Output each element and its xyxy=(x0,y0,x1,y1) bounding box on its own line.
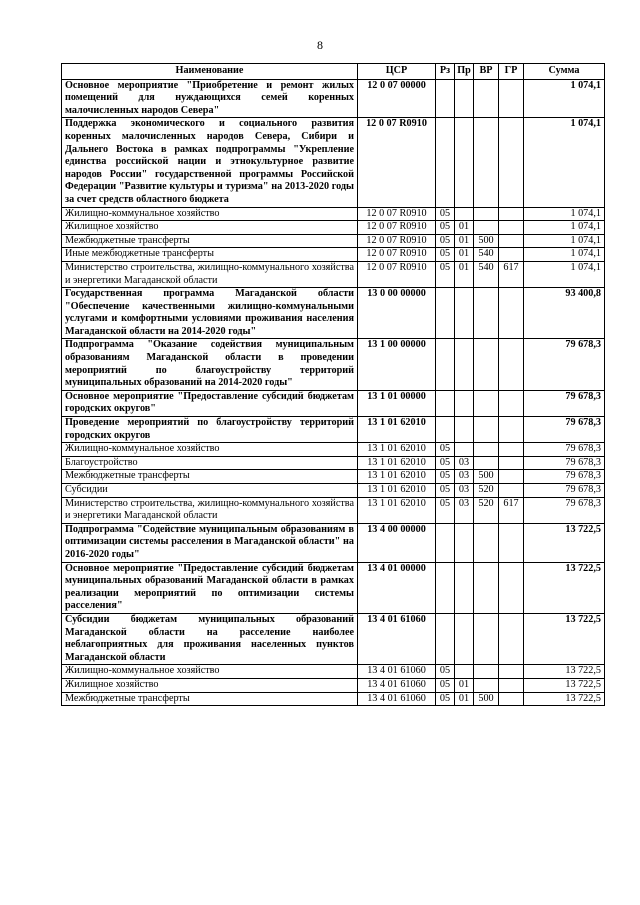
cell-rz: 05 xyxy=(436,665,455,679)
cell-name: Благоустройство xyxy=(62,456,358,470)
cell-gr: 617 xyxy=(499,497,524,523)
cell-rz xyxy=(436,390,455,416)
page-number: 8 xyxy=(317,38,323,52)
cell-csr: 13 1 01 62010 xyxy=(358,470,436,484)
cell-sum: 79 678,3 xyxy=(524,417,605,443)
cell-rz: 05 xyxy=(436,207,455,221)
cell-csr: 13 4 00 00000 xyxy=(358,523,436,562)
cell-pr: 03 xyxy=(455,456,474,470)
cell-gr xyxy=(499,523,524,562)
cell-csr: 13 1 01 00000 xyxy=(358,390,436,416)
cell-vr: 500 xyxy=(474,234,499,248)
cell-pr xyxy=(455,613,474,664)
cell-rz: 05 xyxy=(436,692,455,706)
cell-name: Поддержка экономического и социального развития коренных малочисленных народов Севера, Сибири и Дальнего Востока в рамках подпрограммы "Укрепление единства российской нации и этнокультурное развитие народов России" государственной программы Российской Федерации "Развитие культуры и туризма" на 2013-2020 годы за счет средств областного бюджета xyxy=(62,118,358,207)
cell-vr: 500 xyxy=(474,470,499,484)
cell-vr xyxy=(474,79,499,118)
cell-vr xyxy=(474,118,499,207)
cell-gr xyxy=(499,484,524,498)
cell-sum: 1 074,1 xyxy=(524,221,605,235)
cell-sum: 79 678,3 xyxy=(524,456,605,470)
cell-vr: 520 xyxy=(474,497,499,523)
cell-pr: 01 xyxy=(455,221,474,235)
cell-rz: 05 xyxy=(436,456,455,470)
cell-vr: 540 xyxy=(474,248,499,262)
table-row xyxy=(62,613,605,664)
cell-name: Подпрограмма "Содействие муниципальным образованиям в оптимизации системы расселения в Магаданской области" на 2016-2020 годы" xyxy=(62,523,358,562)
cell-pr xyxy=(455,417,474,443)
table-row xyxy=(62,470,605,484)
cell-csr: 12 0 07 R0910 xyxy=(358,118,436,207)
cell-pr xyxy=(455,443,474,457)
cell-name: Основное мероприятие "Предоставление субсидий бюджетам городских округов" xyxy=(62,390,358,416)
cell-rz: 05 xyxy=(436,234,455,248)
cell-pr: 03 xyxy=(455,470,474,484)
table-row xyxy=(62,665,605,679)
cell-gr xyxy=(499,221,524,235)
cell-name: Межбюджетные трансферты xyxy=(62,692,358,706)
cell-rz xyxy=(436,417,455,443)
cell-vr: 540 xyxy=(474,261,499,287)
cell-sum: 79 678,3 xyxy=(524,497,605,523)
cell-pr: 01 xyxy=(455,248,474,262)
table-row xyxy=(62,443,605,457)
table-row xyxy=(62,523,605,562)
cell-rz: 05 xyxy=(436,678,455,692)
cell-name: Межбюджетные трансферты xyxy=(62,234,358,248)
cell-pr xyxy=(455,390,474,416)
cell-sum: 1 074,1 xyxy=(524,118,605,207)
cell-name: Проведение мероприятий по благоустройству территорий городских округов xyxy=(62,417,358,443)
table-row xyxy=(62,390,605,416)
cell-name: Межбюджетные трансферты xyxy=(62,470,358,484)
cell-pr: 01 xyxy=(455,692,474,706)
cell-name: Жилищное хозяйство xyxy=(62,678,358,692)
table-row xyxy=(62,678,605,692)
cell-pr xyxy=(455,79,474,118)
cell-csr: 12 0 07 R0910 xyxy=(358,248,436,262)
cell-gr xyxy=(499,118,524,207)
cell-pr xyxy=(455,523,474,562)
cell-sum: 13 722,5 xyxy=(524,665,605,679)
cell-csr: 12 0 07 R0910 xyxy=(358,261,436,287)
cell-name: Министерство строительства, жилищно-коммунального хозяйства и энергетики Магаданской области xyxy=(62,497,358,523)
table-row xyxy=(62,79,605,118)
cell-vr xyxy=(474,665,499,679)
cell-rz: 05 xyxy=(436,497,455,523)
cell-vr xyxy=(474,456,499,470)
cell-sum: 1 074,1 xyxy=(524,261,605,287)
header-pr: Пр xyxy=(455,64,474,80)
cell-csr: 13 1 01 62010 xyxy=(358,417,436,443)
cell-rz: 05 xyxy=(436,470,455,484)
cell-gr: 617 xyxy=(499,261,524,287)
cell-csr: 13 1 00 00000 xyxy=(358,339,436,390)
table-row xyxy=(62,248,605,262)
cell-csr: 13 0 00 00000 xyxy=(358,288,436,339)
cell-gr xyxy=(499,79,524,118)
header-name: Наименование xyxy=(62,64,358,80)
cell-sum: 1 074,1 xyxy=(524,234,605,248)
cell-gr xyxy=(499,678,524,692)
cell-csr: 13 1 01 62010 xyxy=(358,456,436,470)
cell-rz xyxy=(436,613,455,664)
table-row xyxy=(62,456,605,470)
header-rz: Рз xyxy=(436,64,455,80)
cell-sum: 13 722,5 xyxy=(524,523,605,562)
cell-vr xyxy=(474,288,499,339)
cell-csr: 12 0 07 R0910 xyxy=(358,221,436,235)
cell-pr: 03 xyxy=(455,484,474,498)
cell-gr xyxy=(499,339,524,390)
cell-csr: 13 4 01 61060 xyxy=(358,678,436,692)
cell-pr xyxy=(455,339,474,390)
cell-csr: 13 4 01 61060 xyxy=(358,665,436,679)
cell-rz: 05 xyxy=(436,248,455,262)
cell-pr xyxy=(455,118,474,207)
budget-table xyxy=(61,63,605,706)
table-row xyxy=(62,497,605,523)
cell-gr xyxy=(499,443,524,457)
cell-rz xyxy=(436,118,455,207)
cell-vr: 500 xyxy=(474,692,499,706)
cell-rz: 05 xyxy=(436,484,455,498)
cell-csr: 12 0 07 R0910 xyxy=(358,207,436,221)
cell-vr xyxy=(474,443,499,457)
cell-name: Государственная программа Магаданской области "Обеспечение качественными жилищно-коммунальными услугами и комфортными условиями проживания населения Магаданской области на 2014-2020 годы" xyxy=(62,288,358,339)
cell-pr: 01 xyxy=(455,234,474,248)
table-row xyxy=(62,484,605,498)
cell-csr: 12 0 07 00000 xyxy=(358,79,436,118)
cell-name: Жилищное хозяйство xyxy=(62,221,358,235)
cell-sum: 79 678,3 xyxy=(524,443,605,457)
table-row xyxy=(62,692,605,706)
table-row xyxy=(62,288,605,339)
cell-csr: 13 4 01 61060 xyxy=(358,613,436,664)
cell-vr xyxy=(474,339,499,390)
cell-rz xyxy=(436,523,455,562)
cell-gr xyxy=(499,288,524,339)
cell-sum: 79 678,3 xyxy=(524,484,605,498)
cell-name: Иные межбюджетные трансферты xyxy=(62,248,358,262)
cell-pr: 03 xyxy=(455,497,474,523)
cell-sum: 13 722,5 xyxy=(524,562,605,613)
header-vr: ВР xyxy=(474,64,499,80)
cell-sum: 79 678,3 xyxy=(524,390,605,416)
cell-csr: 13 1 01 62010 xyxy=(358,497,436,523)
cell-vr: 520 xyxy=(474,484,499,498)
cell-name: Жилищно-коммунальное хозяйство xyxy=(62,443,358,457)
cell-gr xyxy=(499,390,524,416)
cell-rz xyxy=(436,288,455,339)
cell-csr: 12 0 07 R0910 xyxy=(358,234,436,248)
cell-name: Субсидии бюджетам муниципальных образований Магаданской области на расселение наиболее неблагоприятных для проживания населенных пунктов Магаданской области xyxy=(62,613,358,664)
cell-name: Жилищно-коммунальное хозяйство xyxy=(62,207,358,221)
cell-pr xyxy=(455,288,474,339)
table-row xyxy=(62,562,605,613)
table-row xyxy=(62,221,605,235)
table-row xyxy=(62,261,605,287)
cell-gr xyxy=(499,248,524,262)
cell-rz xyxy=(436,562,455,613)
header-sum: Сумма xyxy=(524,64,605,80)
cell-pr xyxy=(455,207,474,221)
cell-vr xyxy=(474,613,499,664)
cell-csr: 13 4 01 00000 xyxy=(358,562,436,613)
cell-rz xyxy=(436,79,455,118)
cell-pr: 01 xyxy=(455,678,474,692)
table-row xyxy=(62,207,605,221)
cell-csr: 13 1 01 62010 xyxy=(358,484,436,498)
cell-gr xyxy=(499,562,524,613)
cell-sum: 79 678,3 xyxy=(524,339,605,390)
cell-rz: 05 xyxy=(436,221,455,235)
cell-sum: 79 678,3 xyxy=(524,470,605,484)
header-gr: ГР xyxy=(499,64,524,80)
cell-rz: 05 xyxy=(436,443,455,457)
cell-name: Основное мероприятие "Предоставление субсидий бюджетам муниципальных образований Магаданской области в рамках реализации мероприятий по оптимизации системы расселения" xyxy=(62,562,358,613)
header-csr: ЦСР xyxy=(358,64,436,80)
cell-gr xyxy=(499,470,524,484)
cell-vr xyxy=(474,678,499,692)
cell-sum: 13 722,5 xyxy=(524,678,605,692)
cell-csr: 13 4 01 61060 xyxy=(358,692,436,706)
cell-gr xyxy=(499,234,524,248)
table-row xyxy=(62,234,605,248)
cell-rz: 05 xyxy=(436,261,455,287)
cell-pr xyxy=(455,665,474,679)
cell-gr xyxy=(499,207,524,221)
table-header-row xyxy=(62,64,605,80)
cell-gr xyxy=(499,692,524,706)
cell-sum: 13 722,5 xyxy=(524,692,605,706)
cell-vr xyxy=(474,207,499,221)
cell-vr xyxy=(474,523,499,562)
table-row xyxy=(62,118,605,207)
cell-name: Основное мероприятие "Приобретение и ремонт жилых помещений для нуждающихся семей коренных малочисленных народов Севера" xyxy=(62,79,358,118)
cell-name: Подпрограмма "Оказание содействия муниципальным образованиям Магаданской области в проведении мероприятий по благоустройству территорий муниципальных образований на 2014-2020 годы" xyxy=(62,339,358,390)
cell-gr xyxy=(499,665,524,679)
cell-vr xyxy=(474,562,499,613)
cell-sum: 1 074,1 xyxy=(524,248,605,262)
cell-csr: 13 1 01 62010 xyxy=(358,443,436,457)
cell-vr xyxy=(474,221,499,235)
cell-gr xyxy=(499,417,524,443)
cell-gr xyxy=(499,456,524,470)
cell-name: Субсидии xyxy=(62,484,358,498)
cell-sum: 1 074,1 xyxy=(524,79,605,118)
cell-pr: 01 xyxy=(455,261,474,287)
cell-gr xyxy=(499,613,524,664)
cell-name: Министерство строительства, жилищно-коммунального хозяйства и энергетики Магаданской области xyxy=(62,261,358,287)
cell-rz xyxy=(436,339,455,390)
cell-sum: 1 074,1 xyxy=(524,207,605,221)
cell-name: Жилищно-коммунальное хозяйство xyxy=(62,665,358,679)
table-row xyxy=(62,417,605,443)
cell-sum: 13 722,5 xyxy=(524,613,605,664)
cell-sum: 93 400,8 xyxy=(524,288,605,339)
table-row xyxy=(62,339,605,390)
cell-vr xyxy=(474,417,499,443)
cell-pr xyxy=(455,562,474,613)
cell-vr xyxy=(474,390,499,416)
